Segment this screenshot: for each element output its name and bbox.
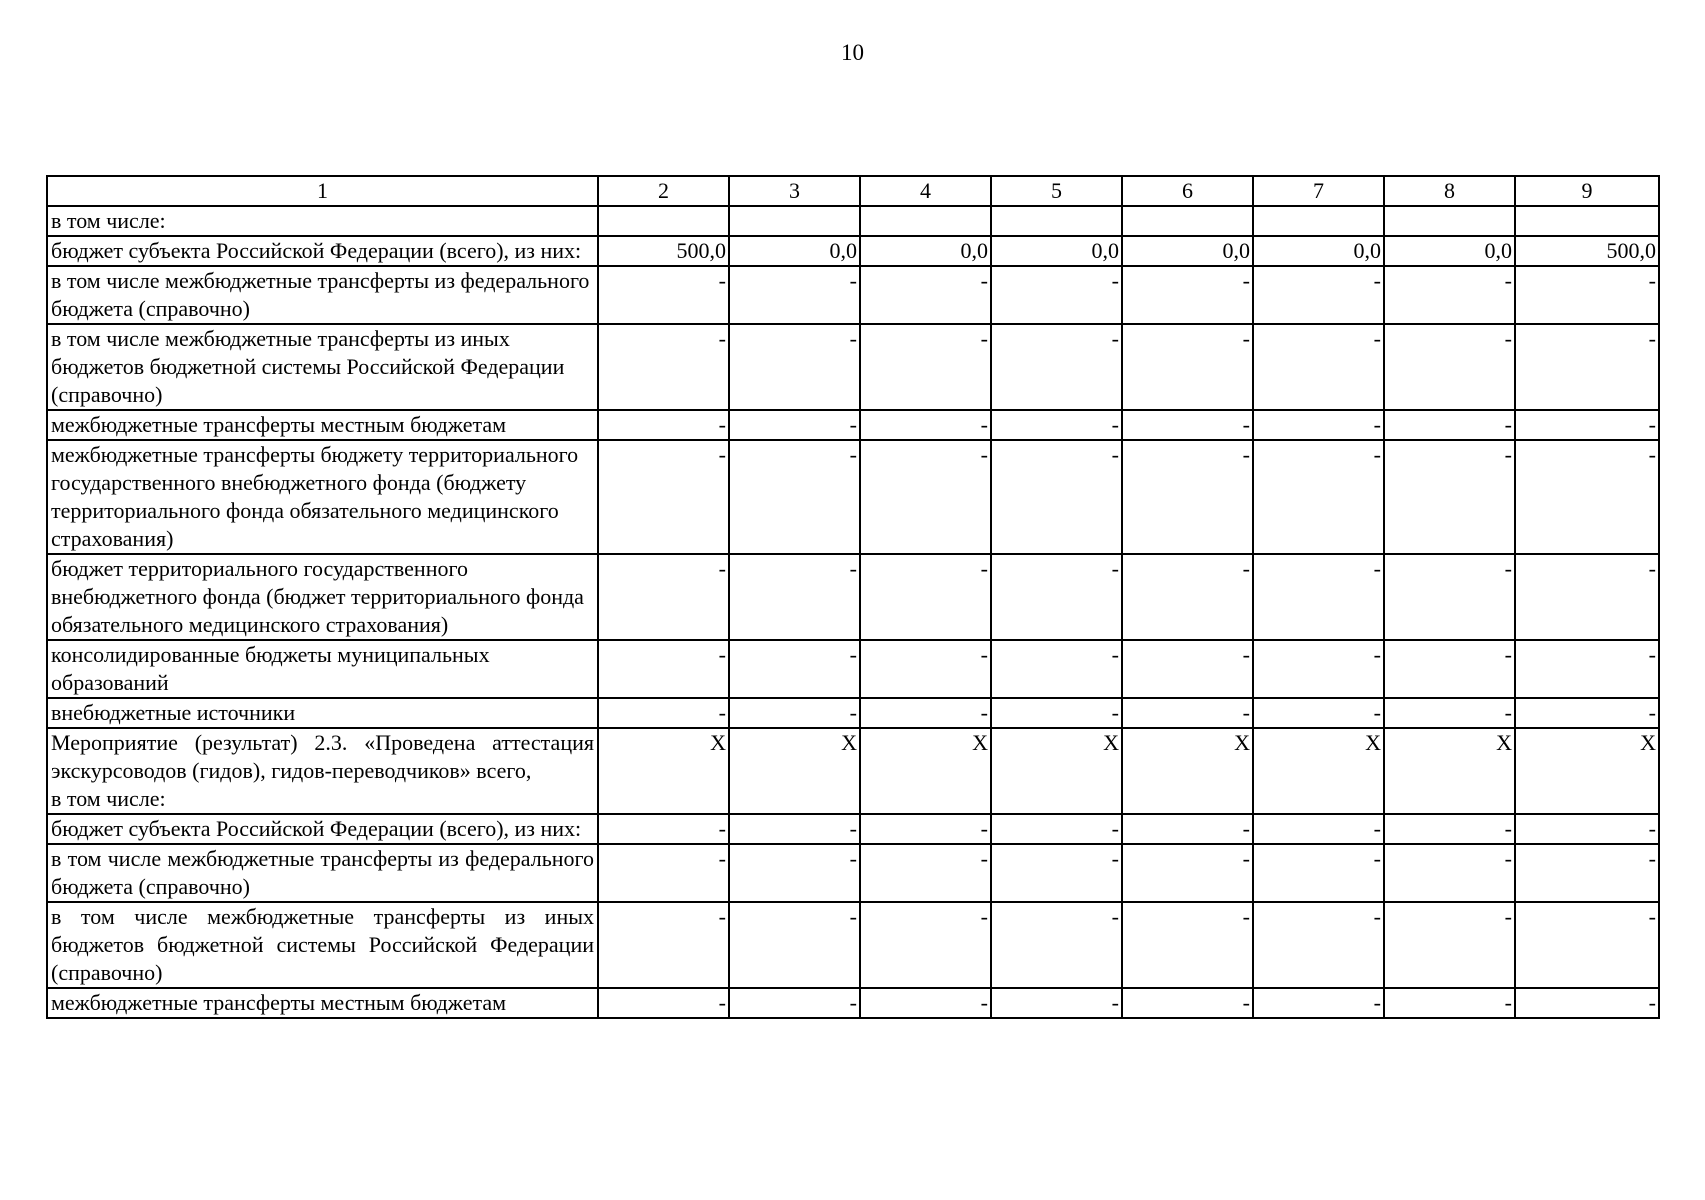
value-cell-col-5: - <box>991 440 1122 554</box>
value-cell-col-6: - <box>1122 814 1253 844</box>
value-cell-col-2 <box>598 206 729 236</box>
table-row <box>47 698 1659 728</box>
value-cell-col-4: - <box>860 698 991 728</box>
value-cell-col-8: - <box>1384 410 1515 440</box>
value-cell-col-5: - <box>991 844 1122 902</box>
value-cell-col-2: - <box>598 324 729 410</box>
value-cell-col-4: - <box>860 324 991 410</box>
value-cell-col-5: X <box>991 728 1122 814</box>
value-cell-col-9: - <box>1515 410 1659 440</box>
value-cell-col-9: - <box>1515 440 1659 554</box>
column-header-2: 2 <box>598 176 729 206</box>
value-cell-col-2: - <box>598 814 729 844</box>
value-cell-col-6: - <box>1122 988 1253 1018</box>
value-cell-col-5: - <box>991 988 1122 1018</box>
value-cell-col-6: - <box>1122 698 1253 728</box>
row-label <box>47 206 598 236</box>
value-cell-col-8: - <box>1384 640 1515 698</box>
budget-table <box>46 175 1660 1019</box>
row-label <box>47 640 598 698</box>
value-cell-col-5: - <box>991 814 1122 844</box>
value-cell-col-2: - <box>598 902 729 988</box>
value-cell-col-9: - <box>1515 902 1659 988</box>
value-cell-col-6: - <box>1122 324 1253 410</box>
value-cell-col-9: - <box>1515 324 1659 410</box>
column-header-7: 7 <box>1253 176 1384 206</box>
value-cell-col-3: - <box>729 814 860 844</box>
value-cell-col-5: - <box>991 640 1122 698</box>
value-cell-col-9 <box>1515 206 1659 236</box>
value-cell-col-7: - <box>1253 988 1384 1018</box>
value-cell-col-8: 0,0 <box>1384 236 1515 266</box>
value-cell-col-9: 500,0 <box>1515 236 1659 266</box>
value-cell-col-8: - <box>1384 440 1515 554</box>
value-cell-col-4: - <box>860 844 991 902</box>
value-cell-col-7: - <box>1253 902 1384 988</box>
row-label-text: межбюджетные трансферты местным бюджетам <box>51 990 507 1015</box>
value-cell-col-5 <box>991 206 1122 236</box>
value-cell-col-7: - <box>1253 324 1384 410</box>
value-cell-col-2: X <box>598 728 729 814</box>
value-cell-col-6: - <box>1122 844 1253 902</box>
row-label-text: Мероприятие (результат) 2.3. «Проведена аттестация экскурсоводов (гидов), гидов-переводчиков» всего, <box>51 730 594 783</box>
value-cell-col-9: - <box>1515 640 1659 698</box>
value-cell-col-4: 0,0 <box>860 236 991 266</box>
row-label <box>47 236 598 266</box>
value-cell-col-3: - <box>729 554 860 640</box>
column-header-6: 6 <box>1122 176 1253 206</box>
table-row <box>47 844 1659 902</box>
value-cell-col-4: - <box>860 814 991 844</box>
row-label-text: в том числе межбюджетные трансферты из федерального бюджета (справочно) <box>51 846 594 899</box>
row-label <box>47 988 598 1018</box>
value-cell-col-6: - <box>1122 266 1253 324</box>
value-cell-col-7: - <box>1253 814 1384 844</box>
table-body <box>47 206 1659 1018</box>
row-label-text: в том числе межбюджетные трансферты из иных бюджетов бюджетной системы Российской Федерации (справочно) <box>51 904 594 985</box>
value-cell-col-2: - <box>598 554 729 640</box>
value-cell-col-9: - <box>1515 814 1659 844</box>
row-label-text: внебюджетные источники <box>51 700 296 725</box>
value-cell-col-4: - <box>860 988 991 1018</box>
value-cell-col-2: - <box>598 640 729 698</box>
value-cell-col-2: - <box>598 698 729 728</box>
row-label <box>47 844 598 902</box>
row-label-text: в том числе: <box>51 208 166 233</box>
value-cell-col-7: - <box>1253 266 1384 324</box>
row-label-text: межбюджетные трансферты бюджету территориального государственного внебюджетного фонда (бюджету территориального фонда обязательного медицинского страхования) <box>51 442 579 551</box>
row-label <box>47 440 598 554</box>
table-row <box>47 410 1659 440</box>
value-cell-col-3: - <box>729 324 860 410</box>
row-label-text: бюджет субъекта Российской Федерации (всего), из них: <box>51 816 582 841</box>
value-cell-col-8: - <box>1384 698 1515 728</box>
value-cell-col-3: - <box>729 698 860 728</box>
table-row <box>47 440 1659 554</box>
value-cell-col-8: - <box>1384 554 1515 640</box>
value-cell-col-6: - <box>1122 640 1253 698</box>
column-header-9: 9 <box>1515 176 1659 206</box>
value-cell-col-7: - <box>1253 440 1384 554</box>
value-cell-col-6: - <box>1122 902 1253 988</box>
value-cell-col-8: - <box>1384 988 1515 1018</box>
row-label-text: бюджет субъекта Российской Федерации (всего), из них: <box>51 238 582 263</box>
column-header-4: 4 <box>860 176 991 206</box>
header-row <box>47 176 1659 206</box>
value-cell-col-3: 0,0 <box>729 236 860 266</box>
value-cell-col-9: - <box>1515 554 1659 640</box>
row-label <box>47 410 598 440</box>
value-cell-col-5: - <box>991 324 1122 410</box>
table-row <box>47 988 1659 1018</box>
value-cell-col-3: - <box>729 410 860 440</box>
row-label-text: межбюджетные трансферты местным бюджетам <box>51 412 507 437</box>
row-label-text: в том числе межбюджетные трансферты из иных бюджетов бюджетной системы Российской Федерации (справочно) <box>51 326 565 407</box>
value-cell-col-7: - <box>1253 844 1384 902</box>
table-row <box>47 236 1659 266</box>
row-label-text: в том числе межбюджетные трансферты из федерального бюджета (справочно) <box>51 268 590 321</box>
value-cell-col-4: X <box>860 728 991 814</box>
table-row <box>47 266 1659 324</box>
value-cell-col-8: - <box>1384 844 1515 902</box>
table-row <box>47 206 1659 236</box>
column-header-1: 1 <box>47 176 598 206</box>
value-cell-col-4: - <box>860 410 991 440</box>
value-cell-col-5: - <box>991 554 1122 640</box>
column-header-8: 8 <box>1384 176 1515 206</box>
value-cell-col-7: - <box>1253 554 1384 640</box>
row-label-text: бюджет территориального государственного внебюджетного фонда (бюджет территориального фонда обязательного медицинского страхования) <box>51 556 584 637</box>
value-cell-col-5: 0,0 <box>991 236 1122 266</box>
value-cell-col-7: - <box>1253 640 1384 698</box>
value-cell-col-5: - <box>991 266 1122 324</box>
value-cell-col-3: - <box>729 640 860 698</box>
row-label <box>47 902 598 988</box>
column-header-3: 3 <box>729 176 860 206</box>
value-cell-col-8: - <box>1384 266 1515 324</box>
value-cell-col-3: - <box>729 844 860 902</box>
value-cell-col-6: 0,0 <box>1122 236 1253 266</box>
value-cell-col-2: 500,0 <box>598 236 729 266</box>
table-row <box>47 324 1659 410</box>
value-cell-col-3: - <box>729 902 860 988</box>
value-cell-col-6: - <box>1122 440 1253 554</box>
value-cell-col-7: X <box>1253 728 1384 814</box>
value-cell-col-5: - <box>991 698 1122 728</box>
value-cell-col-4: - <box>860 266 991 324</box>
row-label <box>47 814 598 844</box>
value-cell-col-8: - <box>1384 324 1515 410</box>
value-cell-col-3: - <box>729 988 860 1018</box>
value-cell-col-4: - <box>860 902 991 988</box>
value-cell-col-3: - <box>729 266 860 324</box>
value-cell-col-2: - <box>598 440 729 554</box>
value-cell-col-5: - <box>991 410 1122 440</box>
row-label <box>47 728 598 814</box>
value-cell-col-3 <box>729 206 860 236</box>
value-cell-col-8 <box>1384 206 1515 236</box>
table-row <box>47 728 1659 814</box>
row-label <box>47 324 598 410</box>
value-cell-col-2: - <box>598 844 729 902</box>
table-row <box>47 554 1659 640</box>
row-label <box>47 554 598 640</box>
page-number: 10 <box>841 40 864 65</box>
row-label-text: консолидированные бюджеты муниципальных образований <box>51 642 490 695</box>
row-label <box>47 266 598 324</box>
value-cell-col-7: 0,0 <box>1253 236 1384 266</box>
value-cell-col-9: - <box>1515 844 1659 902</box>
value-cell-col-4: - <box>860 440 991 554</box>
table-header <box>47 176 1659 206</box>
value-cell-col-7: - <box>1253 410 1384 440</box>
value-cell-col-8: - <box>1384 814 1515 844</box>
value-cell-col-9: - <box>1515 698 1659 728</box>
row-label-subtext: в том числе: <box>51 786 166 811</box>
table-row <box>47 814 1659 844</box>
value-cell-col-7: - <box>1253 698 1384 728</box>
value-cell-col-8: X <box>1384 728 1515 814</box>
value-cell-col-2: - <box>598 988 729 1018</box>
value-cell-col-4: - <box>860 640 991 698</box>
value-cell-col-5: - <box>991 902 1122 988</box>
value-cell-col-6: X <box>1122 728 1253 814</box>
value-cell-col-4: - <box>860 554 991 640</box>
value-cell-col-6: - <box>1122 410 1253 440</box>
value-cell-col-6 <box>1122 206 1253 236</box>
value-cell-col-9: - <box>1515 988 1659 1018</box>
value-cell-col-4 <box>860 206 991 236</box>
value-cell-col-9: - <box>1515 266 1659 324</box>
column-header-5: 5 <box>991 176 1122 206</box>
value-cell-col-9: X <box>1515 728 1659 814</box>
value-cell-col-7 <box>1253 206 1384 236</box>
value-cell-col-6: - <box>1122 554 1253 640</box>
value-cell-col-8: - <box>1384 902 1515 988</box>
value-cell-col-2: - <box>598 266 729 324</box>
value-cell-col-2: - <box>598 410 729 440</box>
row-label <box>47 698 598 728</box>
table-row <box>47 902 1659 988</box>
table-row <box>47 640 1659 698</box>
value-cell-col-3: X <box>729 728 860 814</box>
value-cell-col-3: - <box>729 440 860 554</box>
